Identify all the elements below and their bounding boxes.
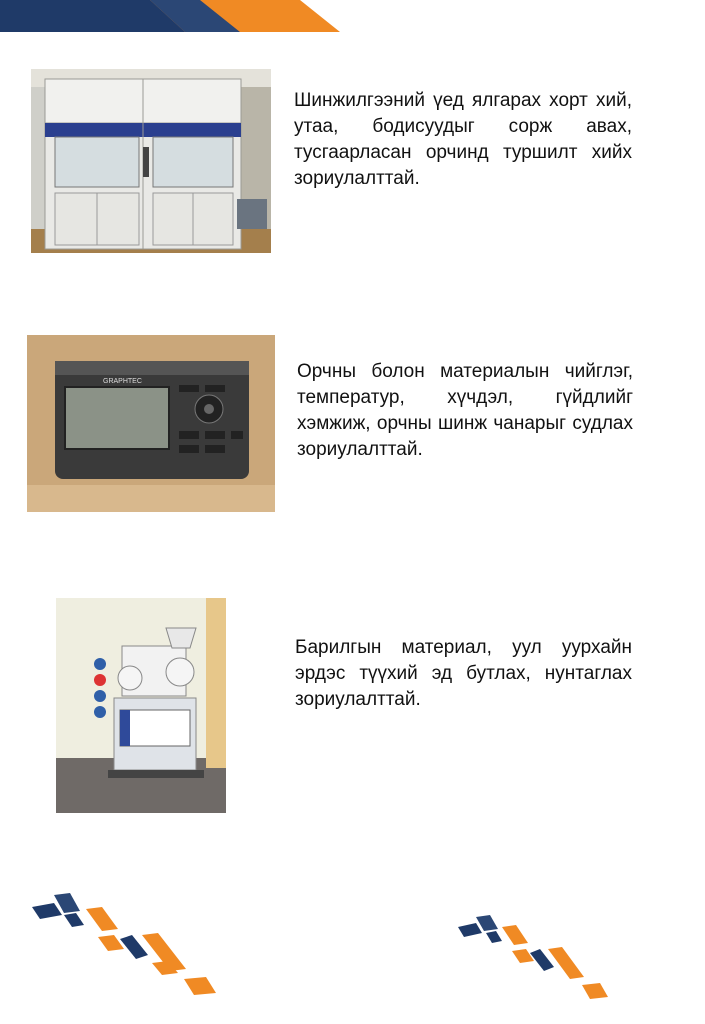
decorative-shapes-left [28,893,224,1005]
decorative-shapes-right [456,913,610,1005]
crusher-photo [56,598,226,813]
header-banner [0,0,705,40]
fume-hood-photo [31,69,271,253]
crusher-description: Барилгын материал, уул уурхайн эрдэс түүхий эд бутлах, нунтаглах зориулалттай. [295,637,632,710]
data-logger-description: Орчны болон материалын чийглэг, температур, хүчдэл, гүйдлийг хэмжиж, орчны шинж чанарыг судлах зориулалттай. [297,361,633,460]
device-brand-label: GRAPHTEC [103,378,142,385]
fume-hood-description: Шинжилгээний үед ялгарах хорт хий, утаа, бодисуудыг сорж авах, тусгаарласан орчинд туршилт хийх зориулалттай. [294,90,632,189]
data-logger-photo [27,335,275,512]
